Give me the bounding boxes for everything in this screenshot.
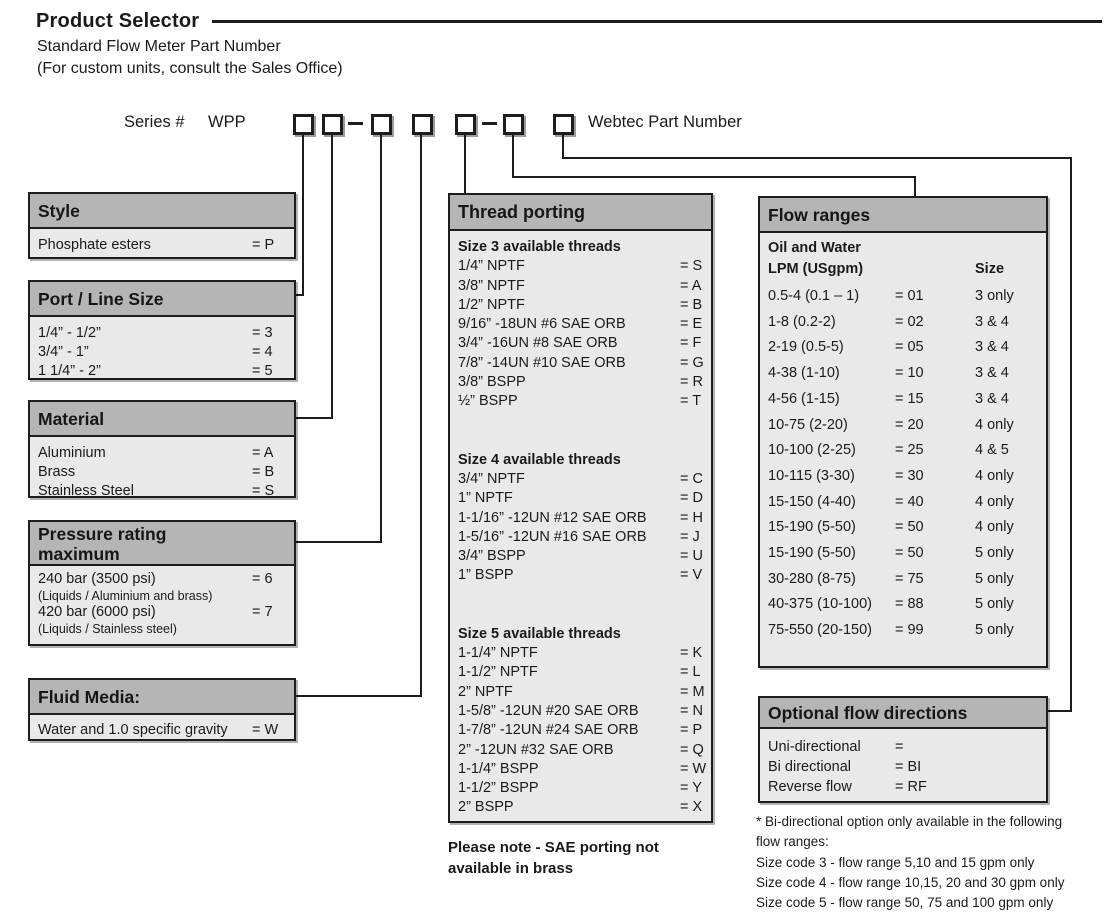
flow-range-size: 5 only	[975, 545, 1014, 562]
flow-range-code: = 01	[895, 288, 924, 304]
flow-range-row	[768, 310, 1046, 336]
thread-option-row	[458, 354, 711, 373]
flow-range-code: = 75	[895, 570, 924, 587]
flow-range-label: 2-19 (0.5-5)	[768, 339, 844, 356]
size3-thread-group	[458, 238, 711, 412]
thread-label: 1-5/16” -12UN #16 SAE ORB	[458, 528, 647, 545]
thread-option-row	[458, 644, 711, 663]
connector-line	[296, 541, 382, 543]
thread-code: = A	[680, 277, 702, 294]
option-label: 3/4” - 1”	[38, 344, 89, 360]
option-row	[38, 463, 294, 482]
sae-porting-note	[448, 837, 659, 879]
thread-code: = R	[680, 374, 703, 391]
optional-flow-directions-box	[758, 696, 1048, 803]
thread-option-row	[458, 760, 711, 779]
size-column-header: Size	[975, 261, 1005, 277]
thread-label: 1-1/2” NPTF	[458, 664, 538, 681]
thread-label: 3/4” NPTF	[458, 470, 525, 487]
thread-code: = S	[680, 258, 703, 275]
thread-option-row	[458, 373, 711, 392]
thread-label: 3/4” -16UN #8 SAE ORB	[458, 335, 618, 352]
bi-note-line1: * Bi-directional option only available in the following	[756, 814, 1063, 829]
thread-option-row	[458, 702, 711, 721]
connector-line	[296, 417, 333, 419]
material-box	[28, 400, 296, 498]
option-row	[38, 444, 294, 463]
page-title: Product Selector	[36, 10, 200, 32]
thread-label: 3/8” BSPP	[458, 374, 526, 391]
flow-range-code: = 20	[895, 416, 924, 433]
option-label: Brass	[38, 464, 76, 480]
connector-line	[296, 294, 304, 296]
option-code: = S	[252, 483, 275, 499]
thread-label: 9/16” -18UN #6 SAE ORB	[458, 316, 626, 333]
flow-range-label: 4-56 (1-15)	[768, 390, 840, 407]
connector-line	[420, 133, 422, 697]
flow-range-row	[768, 361, 1046, 387]
style-box-title: Style	[30, 194, 294, 229]
flow-range-row	[768, 490, 1046, 516]
connector-line	[512, 133, 514, 178]
flow-ranges-box	[758, 196, 1048, 668]
thread-code: = E	[680, 316, 703, 333]
option-note	[38, 589, 294, 605]
flow-range-size: 4 only	[975, 493, 1014, 510]
flow-range-size: 4 only	[975, 519, 1014, 536]
flow-direction-label: Bi directional	[768, 759, 852, 775]
option-label: Water and 1.0 specific gravity	[38, 722, 228, 738]
flow-range-label: 4-38 (1-10)	[768, 365, 840, 382]
flow-direction-code: = RF	[895, 779, 927, 795]
thread-code: = H	[680, 509, 703, 526]
flow-direction-row	[768, 737, 1046, 757]
material-box-title: Material	[30, 402, 294, 437]
flow-range-size: 3 & 4	[975, 313, 1009, 330]
flow-range-size: 4 & 5	[975, 442, 1009, 459]
note-text: (Liquids / Aluminium and brass)	[38, 588, 213, 603]
option-label: 420 bar (6000 psi)	[38, 604, 156, 620]
flow-range-label: 75-550 (20-150)	[768, 622, 872, 639]
connector-line	[1048, 710, 1072, 712]
thread-option-row	[458, 663, 711, 682]
thread-porting-box	[448, 193, 713, 823]
pressure-title-line2: maximum	[38, 543, 120, 564]
thread-label: 1/2” NPTF	[458, 296, 525, 313]
flow-range-code: = 05	[895, 339, 924, 356]
thread-label: 1-1/16” -12UN #12 SAE ORB	[458, 509, 647, 526]
flow-direction-row	[768, 757, 1046, 777]
thread-option-row	[458, 257, 711, 276]
option-row	[38, 482, 294, 501]
thread-code: = Q	[680, 741, 704, 758]
flow-range-row	[768, 464, 1046, 490]
bidirectional-availability-note	[756, 812, 1108, 913]
flow-range-row	[768, 567, 1046, 593]
digit-box-6	[503, 114, 524, 135]
thread-code: = P	[680, 722, 703, 739]
flow-direction-code: =	[895, 739, 904, 755]
flow-range-row	[768, 515, 1046, 541]
option-label: 1 1/4” - 2”	[38, 363, 101, 379]
flow-range-label: 10-115 (3-30)	[768, 467, 855, 484]
thread-label: 1-1/4” BSPP	[458, 760, 539, 777]
flow-range-size: 5 only	[975, 596, 1014, 613]
digit-box-7	[553, 114, 574, 135]
flow-direction-row	[768, 777, 1046, 797]
flow-range-row	[768, 592, 1046, 618]
thread-label: 3/8” NPTF	[458, 277, 525, 294]
connector-line	[512, 176, 916, 178]
option-row	[38, 721, 294, 739]
option-code: = 3	[252, 325, 273, 341]
connector-line	[1070, 157, 1072, 712]
flow-range-label: 15-150 (4-40)	[768, 493, 856, 510]
flow-direction-label: Uni-directional	[768, 739, 861, 755]
flow-range-label: 40-375 (10-100)	[768, 596, 872, 613]
flow-range-row	[768, 284, 1046, 310]
option-code: = B	[252, 464, 275, 480]
lpm-usgpm-header: LPM (USgpm)	[768, 261, 864, 277]
flow-ranges-column-headers	[768, 238, 1046, 280]
size3-threads-heading: Size 3 available threads	[458, 239, 621, 255]
connector-line	[914, 176, 916, 198]
thread-option-row	[458, 296, 711, 315]
digit-box-3	[371, 114, 392, 135]
flow-range-label: 15-190 (5-50)	[768, 545, 856, 562]
thread-label: 3/4” BSPP	[458, 548, 526, 565]
flow-range-label: 30-280 (8-75)	[768, 570, 856, 587]
bi-note-line2: flow ranges:	[756, 834, 829, 850]
digit-box-1	[293, 114, 314, 135]
flow-range-size: 3 only	[975, 288, 1014, 304]
flow-range-size: 3 & 4	[975, 339, 1009, 356]
thread-option-row	[458, 277, 711, 296]
flow-range-code: = 30	[895, 467, 924, 484]
flow-range-row	[768, 541, 1046, 567]
fluid-media-box	[28, 678, 296, 741]
thread-label: 1-5/8” -12UN #20 SAE ORB	[458, 702, 639, 719]
flow-range-size: 3 & 4	[975, 390, 1009, 407]
port-line-size-title: Port / Line Size	[30, 282, 294, 317]
thread-label: 1-1/2” BSPP	[458, 780, 539, 797]
thread-option-row	[458, 547, 711, 566]
thread-option-row	[458, 470, 711, 489]
option-row	[38, 236, 294, 254]
flow-direction-label: Reverse flow	[768, 779, 852, 795]
style-box	[28, 192, 296, 259]
flow-range-size: 5 only	[975, 622, 1014, 639]
part-number-prefix: WPP	[208, 113, 246, 131]
sae-porting-note-line2: available in brass	[448, 860, 574, 877]
optional-flow-directions-title: Optional flow directions	[760, 698, 1046, 729]
connector-line	[562, 157, 1072, 159]
flow-direction-code: = BI	[895, 759, 922, 775]
thread-label: 7/8” -14UN #10 SAE ORB	[458, 354, 626, 371]
thread-label: 1” BSPP	[458, 567, 514, 584]
pressure-rating-box	[28, 520, 296, 646]
connector-line	[296, 695, 422, 697]
flow-range-label: 10-75 (2-20)	[768, 416, 848, 433]
thread-code: = L	[680, 664, 701, 681]
flow-range-label: 10-100 (2-25)	[768, 442, 856, 459]
flow-range-code: = 10	[895, 365, 924, 382]
option-code: = 4	[252, 344, 273, 360]
thread-label: 1/4” NPTF	[458, 258, 525, 275]
thread-label: 1-1/4” NPTF	[458, 645, 538, 662]
flow-range-code: = 50	[895, 545, 924, 562]
connector-line	[464, 133, 466, 195]
flow-range-label: 1-8 (0.2-2)	[768, 313, 836, 330]
connector-line	[331, 133, 333, 419]
thread-code: = M	[680, 683, 705, 700]
thread-label: 2” -12UN #32 SAE ORB	[458, 741, 614, 758]
option-row	[38, 324, 294, 343]
thread-option-row	[458, 798, 711, 817]
sae-porting-note-line1: Please note - SAE porting not	[448, 839, 659, 856]
connector-line	[302, 133, 304, 296]
option-row	[38, 343, 294, 362]
bi-note-line5: Size code 5 - flow range 50, 75 and 100 gpm only	[756, 895, 1054, 911]
flow-range-row	[768, 387, 1046, 413]
option-row	[38, 571, 294, 589]
thread-code: = N	[680, 702, 703, 719]
thread-option-row	[458, 392, 711, 411]
bi-note-line3: Size code 3 - flow range 5,10 and 15 gpm only	[756, 854, 1035, 870]
fluid-media-title: Fluid Media:	[30, 680, 294, 715]
flow-range-size: 4 only	[975, 416, 1014, 433]
thread-option-row	[458, 721, 711, 740]
flow-range-code: = 99	[895, 622, 924, 639]
option-code: = P	[252, 237, 275, 253]
size5-threads-heading: Size 5 available threads	[458, 625, 621, 642]
thread-code: = K	[680, 645, 703, 662]
digit-box-5	[455, 114, 476, 135]
option-label: Stainless Steel	[38, 483, 134, 499]
port-line-size-box	[28, 280, 296, 380]
thread-option-row	[458, 334, 711, 353]
digit-box-4	[412, 114, 433, 135]
option-note	[38, 622, 294, 638]
option-code: = A	[252, 445, 274, 461]
thread-code: = V	[680, 567, 703, 584]
bi-note-line4: Size code 4 - flow range 10,15, 20 and 30 gpm only	[756, 874, 1065, 890]
thread-option-row	[458, 683, 711, 702]
thread-option-row	[458, 509, 711, 528]
subtitle-line-1: Standard Flow Meter Part Number	[37, 38, 281, 55]
part-number-dash-2	[482, 122, 497, 125]
thread-code: = T	[680, 393, 702, 410]
thread-option-row	[458, 779, 711, 798]
option-label: 1/4” - 1/2”	[38, 325, 101, 341]
thread-label: 1-7/8” -12UN #24 SAE ORB	[458, 722, 639, 739]
size4-thread-group	[458, 451, 711, 586]
option-label: Aluminium	[38, 445, 106, 461]
size4-threads-heading: Size 4 available threads	[458, 451, 621, 468]
flow-range-size: 4 only	[975, 467, 1014, 484]
flow-range-size: 3 & 4	[975, 365, 1009, 382]
flow-range-label: 0.5-4 (0.1 – 1)	[768, 288, 860, 304]
option-code: = 5	[252, 363, 273, 379]
thread-code: = B	[680, 296, 703, 313]
flow-range-row	[768, 618, 1046, 644]
pressure-rating-title	[30, 522, 294, 566]
flow-ranges-title: Flow ranges	[760, 198, 1046, 233]
flow-range-code: = 02	[895, 313, 924, 330]
flow-range-code: = 88	[895, 596, 924, 613]
thread-code: = J	[680, 528, 700, 545]
option-code: = 7	[252, 604, 273, 620]
flow-range-size: 5 only	[975, 570, 1014, 587]
thread-code: = Y	[680, 780, 702, 797]
thread-label: 2” BSPP	[458, 799, 514, 816]
oil-and-water-header: Oil and Water	[768, 240, 861, 256]
digit-box-2	[322, 114, 343, 135]
pressure-title-line1: Pressure rating	[38, 524, 167, 544]
flow-range-row	[768, 335, 1046, 361]
option-code: = 6	[252, 571, 273, 587]
flow-range-code: = 50	[895, 519, 924, 536]
note-text: (Liquids / Stainless steel)	[38, 621, 177, 636]
thread-option-row	[458, 741, 711, 760]
webtec-part-number-label: Webtec Part Number	[588, 113, 742, 131]
series-label: Series #	[124, 113, 185, 131]
option-label: Phosphate esters	[38, 237, 151, 253]
thread-code: = U	[680, 548, 703, 565]
part-number-dash-1	[348, 122, 363, 125]
thread-label: 1” NPTF	[458, 490, 513, 507]
thread-code: = F	[680, 335, 702, 352]
thread-option-row	[458, 528, 711, 547]
subtitle-line-2: (For custom units, consult the Sales Office)	[37, 60, 343, 77]
thread-code: = C	[680, 470, 703, 487]
flow-range-code: = 40	[895, 493, 924, 510]
option-code: = W	[252, 722, 279, 738]
flow-range-label: 15-190 (5-50)	[768, 519, 856, 536]
size5-thread-group	[458, 625, 711, 818]
option-label: 240 bar (3500 psi)	[38, 571, 156, 587]
thread-option-row	[458, 489, 711, 508]
thread-porting-title: Thread porting	[450, 195, 711, 231]
thread-code: = D	[680, 490, 703, 507]
flow-range-code: = 15	[895, 390, 924, 407]
thread-code: = X	[680, 799, 703, 816]
flow-range-row	[768, 438, 1046, 464]
connector-line	[380, 133, 382, 543]
title-rule	[212, 20, 1102, 23]
flow-range-code: = 25	[895, 442, 924, 459]
thread-code: = G	[680, 354, 704, 371]
thread-code: = W	[680, 760, 707, 777]
thread-option-row	[458, 315, 711, 334]
thread-label: 2” NPTF	[458, 683, 513, 700]
connector-line	[562, 133, 564, 159]
option-row	[38, 604, 294, 622]
thread-label: ½” BSPP	[458, 393, 518, 410]
thread-option-row	[458, 566, 711, 585]
option-row	[38, 362, 294, 381]
flow-range-row	[768, 413, 1046, 439]
